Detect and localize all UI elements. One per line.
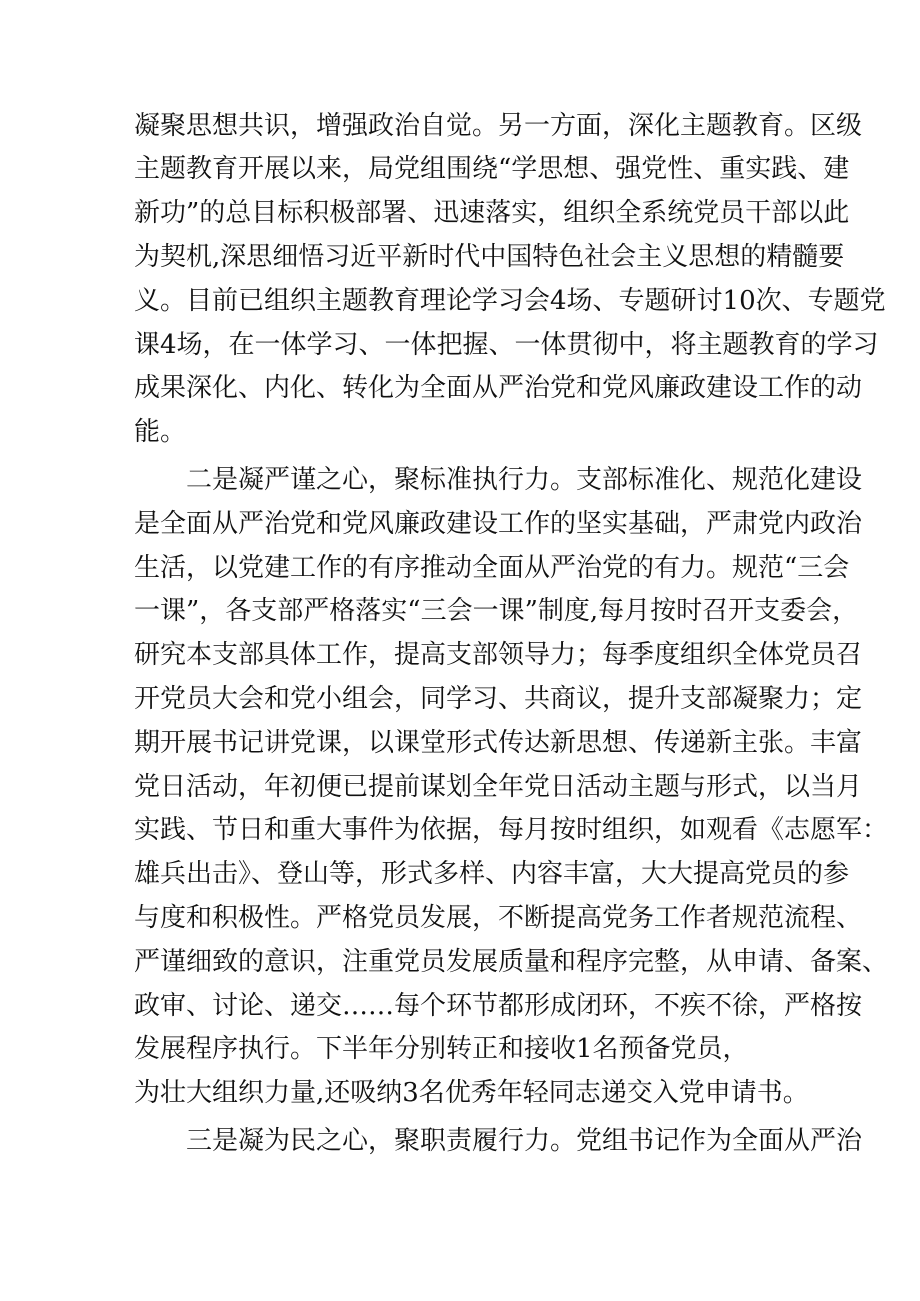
text-line: 义。目前已组织主题教育理论学习会4场、专题研讨10次、专题党 [134, 286, 886, 316]
text-line: 为壮大组织力量,还吸纳3名优秀年轻同志递交入党申请书。 [134, 1078, 809, 1108]
text-line: 政审、讨论、递交……每个环节都形成闭环，不疾不徐，严格按 [134, 991, 863, 1021]
text-line: 凝聚思想共识，增强政治自觉。另一方面，深化主题教育。区级 [134, 111, 863, 141]
text-line: 是全面从严治党和党风廉政建设工作的坚实基础，严肃党内政治 [134, 509, 863, 539]
text-line: 严谨细致的意识，注重党员发展质量和程序完整，从申请、备案、 [134, 947, 889, 977]
text-line: 发展程序执行。下半年分别转正和接收1名预备党员， [134, 1034, 749, 1064]
text-line: 与度和积极性。严格党员发展，不断提高党务工作者规范流程、 [134, 903, 863, 933]
text-line: 一课”，各支部严格落实“三会一课”制度,每月按时召开支委会， [134, 596, 859, 626]
text-line: 党日活动，年初便已提前谋划全年党日活动主题与形式，以当月 [134, 772, 863, 802]
text-line: 实践、节日和重大事件为依据，每月按时组织，如观看《志愿军： [134, 815, 889, 845]
text-line: 期开展书记讲党课，以课堂形式传达新思想、传递新主张。丰富 [134, 728, 863, 758]
text-line: 开党员大会和党小组会，同学习、共商议，提升支部凝聚力；定 [134, 684, 863, 714]
text-line: 生活，以党建工作的有序推动全面从严治党的有力。规范“三会 [134, 553, 850, 583]
text-line: 雄兵出击》、登山等，形式多样、内容丰富，大大提高党员的参 [134, 859, 850, 889]
text-line: 主题教育开展以来，局党组围绕“学思想、强党性、重实践、建 [134, 154, 850, 184]
text-line: 为契机,深思细悟习近平新时代中国特色社会主义思想的精髓要 [134, 242, 845, 272]
text-line: 新功”的总目标积极部署、迅速落实，组织全系统党员干部以此 [134, 198, 850, 228]
text-line: 能。 [134, 417, 187, 447]
paragraph-start-line: 三是凝为民之心，聚职责履行力。党组书记作为全面从严治 [186, 1126, 863, 1156]
text-line: 成果深化、内化、转化为全面从严治党和党风廉政建设工作的动 [134, 373, 863, 403]
text-line: 研究本支部具体工作，提高支部领导力；每季度组织全体党员召 [134, 640, 863, 670]
text-line: 课4场，在一体学习、一体把握、一体贯彻中，将主题教育的学习 [134, 330, 879, 360]
paragraph-start-line: 二是凝严谨之心，聚标准执行力。支部标准化、规范化建设 [186, 465, 863, 495]
